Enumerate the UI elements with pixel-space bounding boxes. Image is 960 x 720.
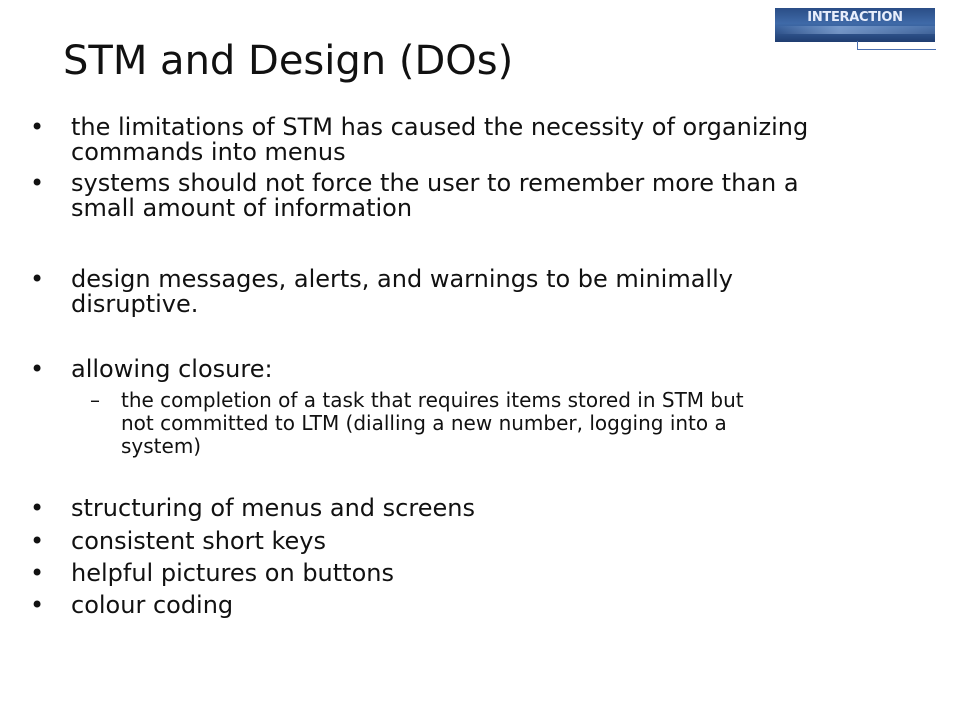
bullet-dot: • bbox=[30, 494, 45, 522]
sub-bullet-line: system) bbox=[121, 434, 202, 458]
bullet-text bbox=[71, 115, 911, 165]
bullet-line: small amount of information bbox=[71, 194, 413, 222]
bullet-line: disruptive. bbox=[71, 290, 199, 318]
bullet-line: the limitations of STM has caused the necessity of organizing bbox=[71, 113, 809, 141]
sub-bullet-line: the completion of a task that requires items stored in STM but bbox=[121, 388, 744, 412]
sub-bullet-dash: – bbox=[90, 388, 100, 412]
bullet-line: consistent short keys bbox=[71, 527, 327, 555]
bullet-text bbox=[71, 561, 911, 586]
interaction-logo bbox=[775, 8, 935, 42]
bullet-line: commands into menus bbox=[71, 138, 346, 166]
bullet-line: systems should not force the user to remember more than a bbox=[71, 169, 799, 197]
bullet-dot: • bbox=[30, 169, 45, 197]
bullet-line: structuring of menus and screens bbox=[71, 494, 475, 522]
sub-bullet-text bbox=[121, 389, 744, 458]
bullet-line: helpful pictures on buttons bbox=[71, 559, 394, 587]
bullet-line: allowing closure: bbox=[71, 355, 273, 383]
bullet-dot: • bbox=[30, 591, 45, 619]
bullet-dot: • bbox=[30, 527, 45, 555]
sub-bullet-line: not committed to LTM (dialling a new number, logging into a bbox=[121, 411, 727, 435]
bullet-dot: • bbox=[30, 113, 45, 141]
bullet-text bbox=[71, 496, 911, 521]
bullet-line: colour coding bbox=[71, 591, 234, 619]
logo-text: INTERACTION bbox=[807, 10, 903, 25]
bullet-dot: • bbox=[30, 559, 45, 587]
slide-title: STM and Design (DOs) bbox=[63, 38, 514, 84]
bullet-text bbox=[71, 593, 911, 618]
bullet-text bbox=[71, 267, 911, 317]
bullet-dot: • bbox=[30, 355, 45, 383]
logo-streak bbox=[775, 26, 935, 34]
bullet-text bbox=[71, 171, 911, 221]
bullet-text bbox=[71, 529, 911, 554]
bullet-dot: • bbox=[30, 265, 45, 293]
bullet-text bbox=[71, 357, 911, 382]
bullet-line: design messages, alerts, and warnings to be minimally bbox=[71, 265, 733, 293]
logo-underline bbox=[857, 41, 936, 50]
